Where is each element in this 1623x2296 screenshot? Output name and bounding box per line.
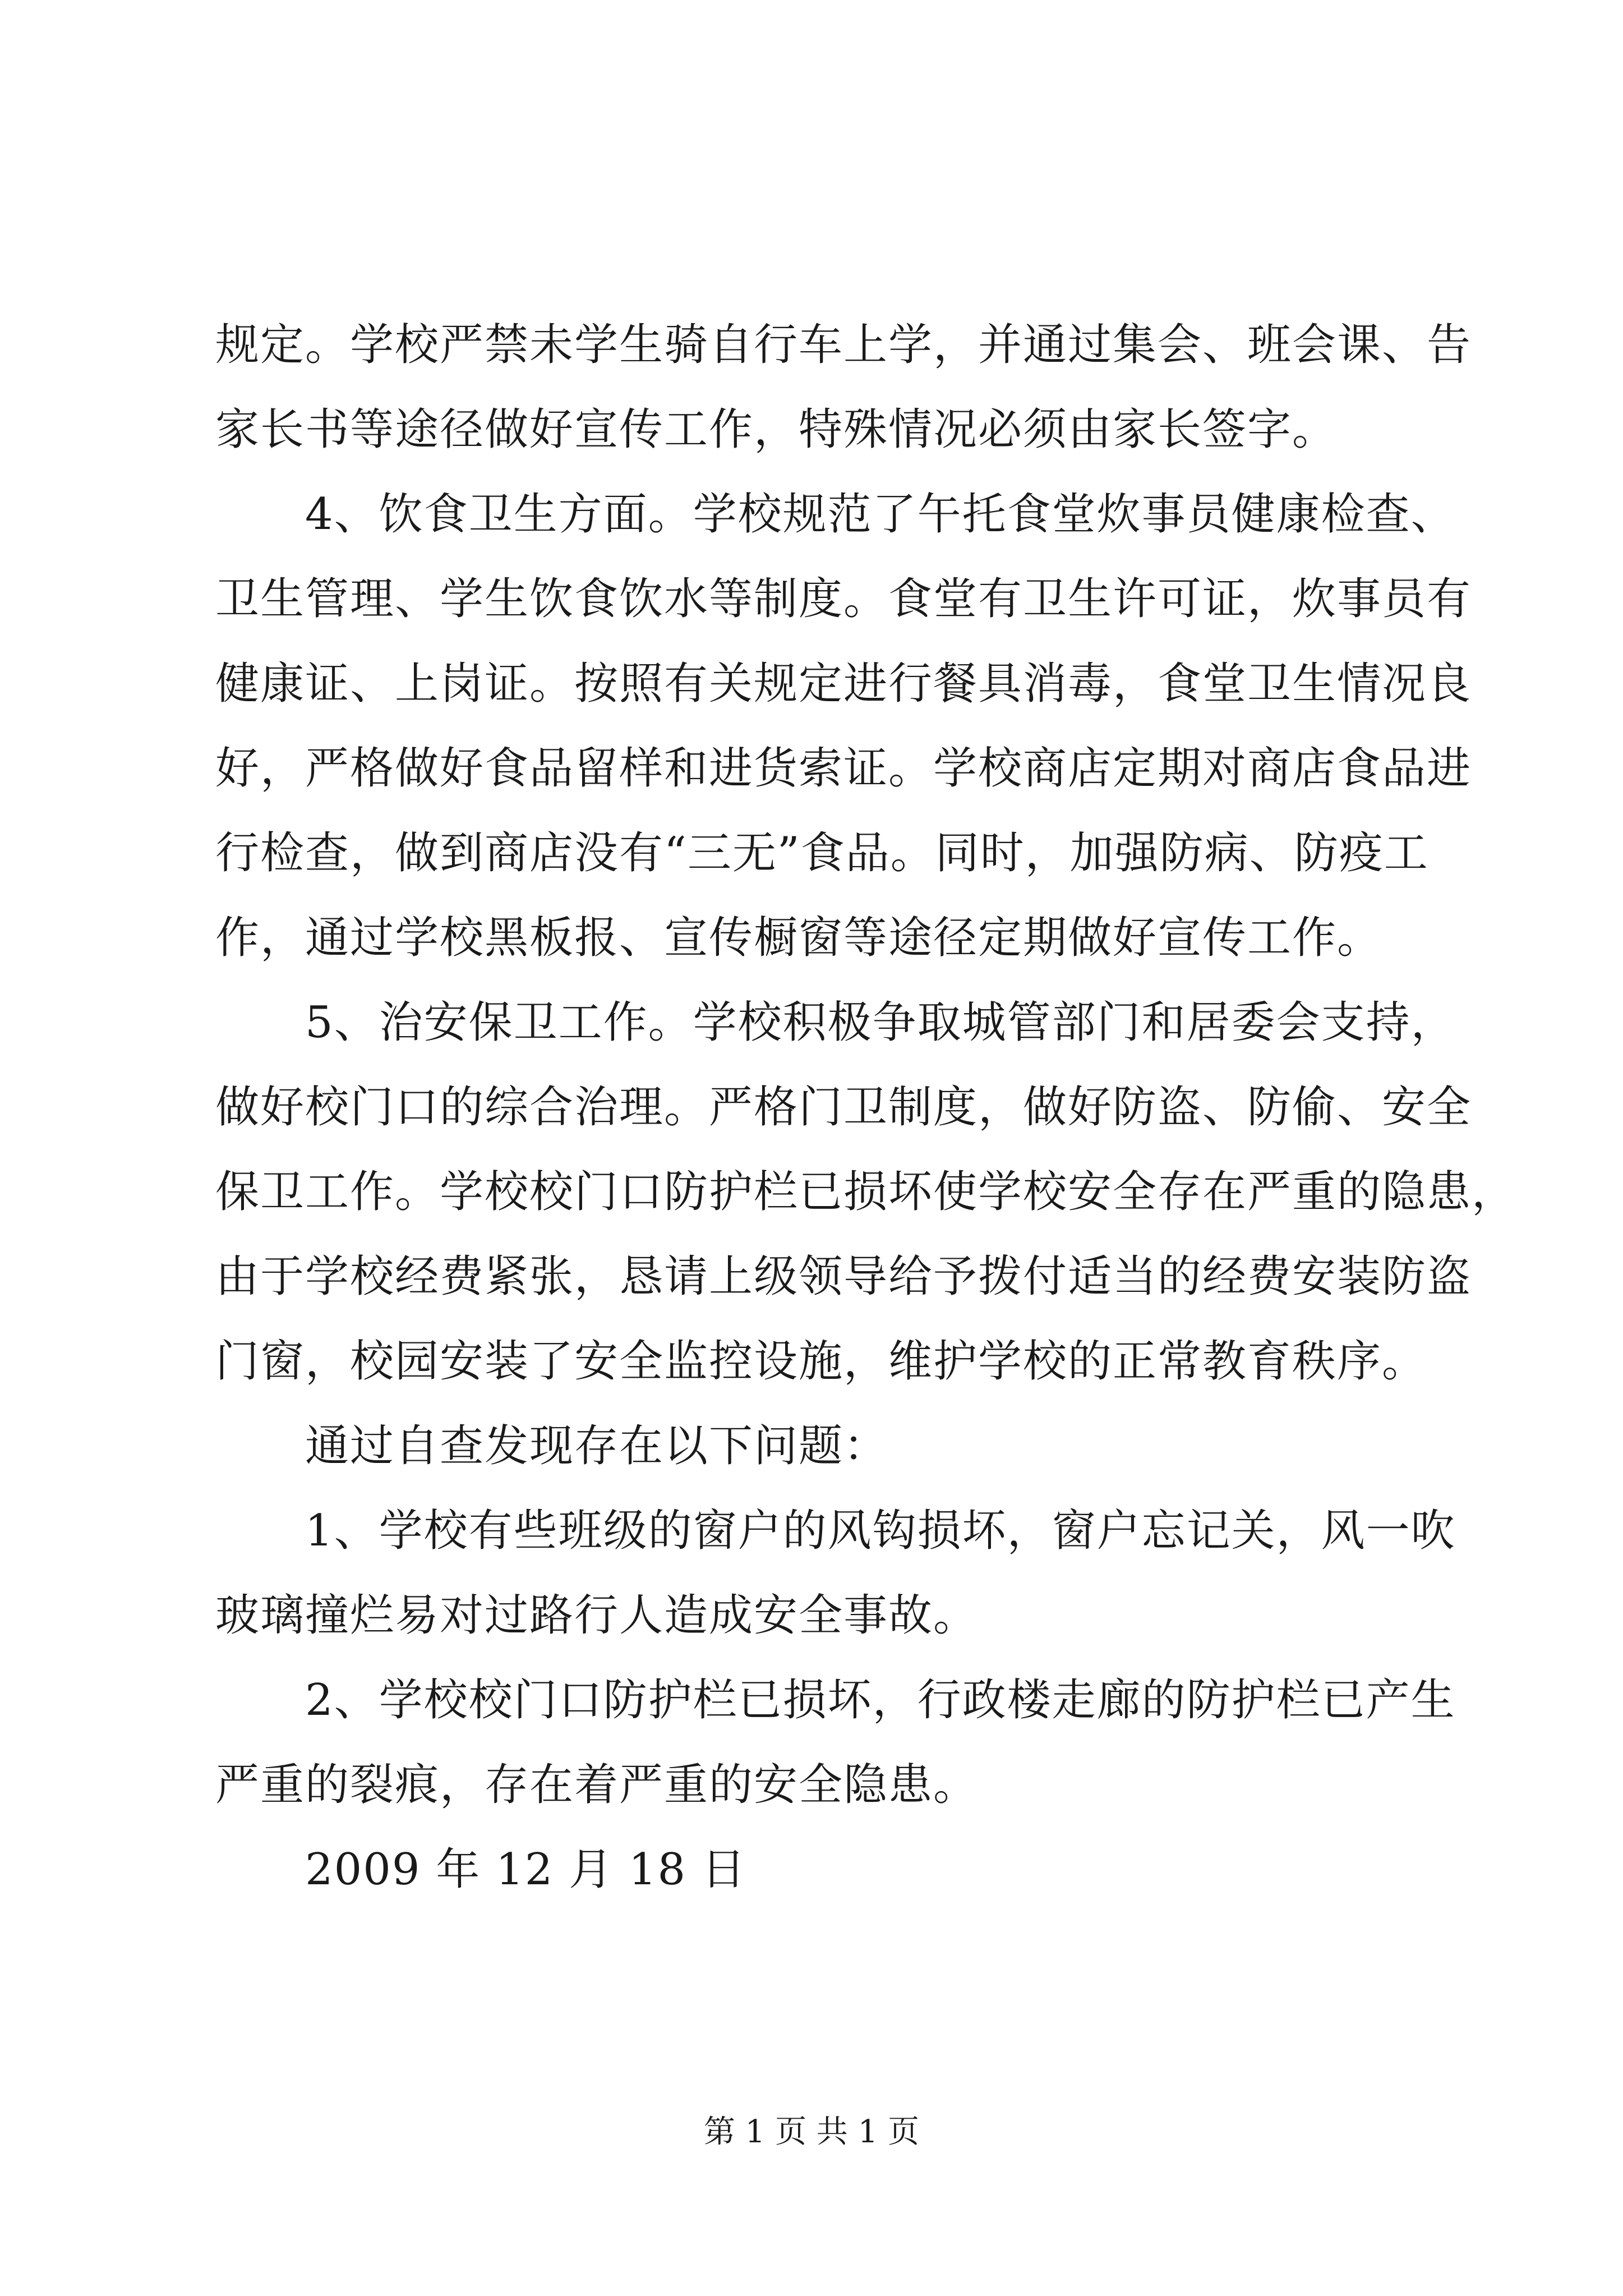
text-line: 家长书等途径做好宣传工作，特殊情况必须由家长签字。	[215, 404, 1338, 455]
text-line: 玻璃撞烂易对过路行人造成安全事故。	[215, 1590, 979, 1641]
document-date: 2009 年 12 月 18 日	[305, 1844, 746, 1895]
paragraph-problem-1: 1、学校有些班级的窗户的风钩损坏，窗户忘记关，风一吹	[305, 1506, 1456, 1556]
text-line: 规定。学校严禁未学生骑自行车上学，并通过集会、班会课、告	[215, 320, 1472, 370]
page-number-label: 第 1 页 共 1 页	[703, 2114, 920, 2150]
text-line: 行检查，做到商店没有“三无”食品。同时，加强防病、防疫工	[215, 828, 1429, 878]
text-line: 由于学校经费紧张，恳请上级领导给予拨付适当的经费安装防盗	[215, 1251, 1472, 1302]
text-line: 作，通过学校黑板报、宣传橱窗等途径定期做好宣传工作。	[215, 913, 1382, 963]
page-footer	[0, 2113, 1623, 2152]
text-line: 健康证、上岗证。按照有关规定进行餐具消毒，食堂卫生情况良	[215, 659, 1472, 709]
text-line: 保卫工作。学校校门口防护栏已损坏使学校安全存在严重的隐患，	[215, 1167, 1517, 1217]
document-body	[215, 303, 1517, 1912]
text-line: 好，严格做好食品留样和进货索证。学校商店定期对商店食品进	[215, 743, 1472, 794]
paragraph-security: 5、治安保卫工作。学校积极争取城管部门和居委会支持，	[305, 997, 1456, 1048]
text-line: 严重的裂痕，存在着严重的安全隐患。	[215, 1760, 979, 1810]
paragraph-problem-2: 2、学校校门口防护栏已损坏，行政楼走廊的防护栏已产生	[305, 1675, 1456, 1726]
text-line: 做好校门口的综合治理。严格门卫制度，做好防盗、防偷、安全	[215, 1082, 1472, 1133]
paragraph-problems-intro: 通过自查发现存在以下问题：	[305, 1421, 889, 1471]
text-line: 门窗，校园安装了安全监控设施，维护学校的正常教育秩序。	[215, 1336, 1427, 1387]
text-line: 卫生管理、学生饮食饮水等制度。食堂有卫生许可证，炊事员有	[215, 574, 1472, 624]
paragraph-food-hygiene: 4、饮食卫生方面。学校规范了午托食堂炊事员健康检查、	[305, 489, 1456, 540]
